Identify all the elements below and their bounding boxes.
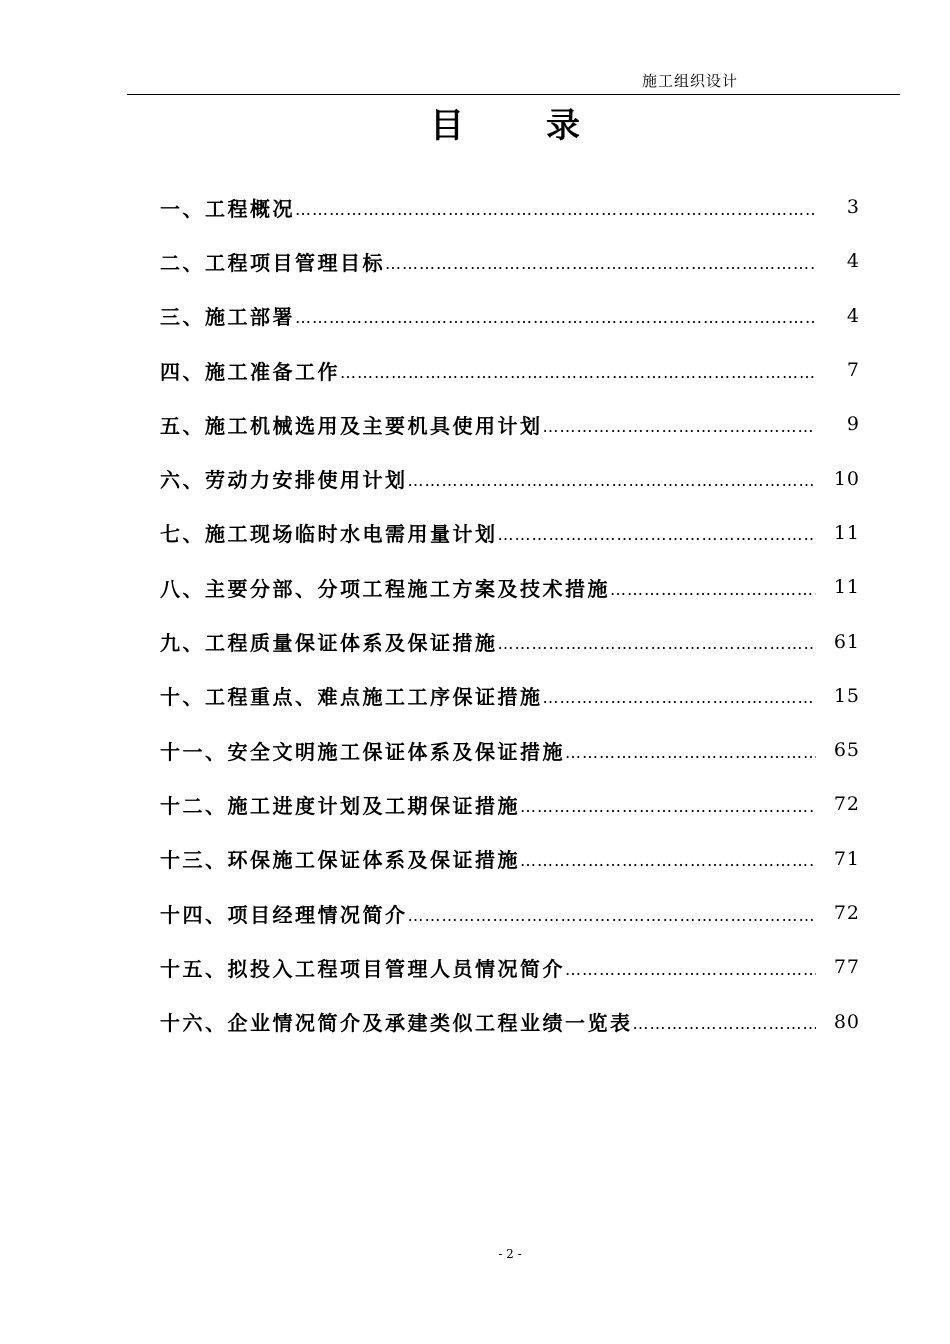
toc-entry-label: 二、工程项目管理目标 xyxy=(160,250,385,275)
toc-entry[interactable] xyxy=(160,994,860,1048)
toc-entry-page: 4 xyxy=(846,304,860,327)
toc-entry-page: 72 xyxy=(833,902,860,924)
toc-entry-label: 十、工程重点、难点施工工序保证措施 xyxy=(160,685,543,710)
toc-entry-page: 11 xyxy=(833,576,860,599)
toc-title-char-2: 录 xyxy=(546,106,580,146)
toc-leader-dots xyxy=(498,525,817,544)
toc-leader-dots xyxy=(295,200,816,219)
toc-entry-label: 十二、施工进度计划及工期保证措施 xyxy=(160,793,520,818)
toc-entry-label: 一、工程概况 xyxy=(160,196,295,221)
toc-leader-dots xyxy=(408,906,817,925)
toc-entry-page: 11 xyxy=(833,521,860,544)
toc-entry[interactable] xyxy=(160,777,860,831)
toc-entry[interactable] xyxy=(160,506,860,560)
toc-entry[interactable] xyxy=(160,397,860,451)
toc-entry[interactable] xyxy=(160,940,860,994)
toc-entry[interactable] xyxy=(160,343,860,397)
toc-entry-label: 十六、企业情况简介及承建类似工程业绩一览表 xyxy=(160,1011,633,1036)
toc-title-char-1: 目 xyxy=(430,106,464,146)
toc-leader-dots xyxy=(565,743,816,762)
toc-entry-label: 六、劳动力安排使用计划 xyxy=(160,468,408,493)
toc-leader-dots xyxy=(498,634,817,653)
toc-leader-dots xyxy=(385,254,816,273)
toc-leader-dots xyxy=(408,471,817,490)
toc-entry[interactable] xyxy=(160,832,860,886)
toc-leader-dots xyxy=(340,363,816,382)
toc-leader-dots xyxy=(295,308,816,327)
toc-entry-page: 71 xyxy=(833,847,860,870)
toc-leader-dots xyxy=(520,797,816,816)
toc-entry-label: 七、施工现场临时水电需用量计划 xyxy=(160,522,498,547)
toc-entry-label: 五、施工机械选用及主要机具使用计划 xyxy=(160,413,543,438)
toc-entry[interactable] xyxy=(160,289,860,343)
toc-entry[interactable] xyxy=(160,234,860,288)
toc-leader-dots xyxy=(633,1014,817,1033)
toc-leader-dots xyxy=(543,688,817,707)
toc-entry[interactable] xyxy=(160,669,860,723)
toc-entry-page: 77 xyxy=(833,956,860,979)
toc-entry-page: 80 xyxy=(833,1010,860,1033)
toc-entry-page: 65 xyxy=(833,739,860,762)
toc-entry-page: 15 xyxy=(833,684,860,707)
toc-entry-label: 八、主要分部、分项工程施工方案及技术措施 xyxy=(160,576,610,601)
toc-list xyxy=(160,180,860,1049)
toc-entry-page: 61 xyxy=(833,630,860,653)
toc-leader-dots xyxy=(520,851,816,870)
toc-entry-page: 4 xyxy=(846,250,860,273)
page-number: - 2 - xyxy=(498,1247,522,1261)
toc-entry-label: 九、工程质量保证体系及保证措施 xyxy=(160,631,498,656)
toc-leader-dots xyxy=(565,960,816,979)
toc-entry[interactable] xyxy=(160,180,860,234)
toc-entry-label: 四、施工准备工作 xyxy=(160,359,340,384)
toc-leader-dots xyxy=(543,417,817,436)
toc-entry-label: 三、施工部署 xyxy=(160,305,295,330)
toc-entry-label: 十三、环保施工保证体系及保证措施 xyxy=(160,848,520,873)
toc-entry-page: 10 xyxy=(833,467,860,490)
toc-entry[interactable] xyxy=(160,886,860,940)
running-header-title: 施工组织设计 xyxy=(641,72,738,90)
toc-entry-label: 十四、项目经理情况简介 xyxy=(160,902,408,927)
toc-entry-page: 7 xyxy=(846,359,860,382)
toc-leader-dots xyxy=(610,580,816,599)
toc-entry-page: 9 xyxy=(846,413,860,436)
toc-entry[interactable] xyxy=(160,451,860,505)
toc-title xyxy=(0,98,950,147)
toc-entry-page: 3 xyxy=(846,196,860,219)
toc-entry-label: 十一、安全文明施工保证体系及保证措施 xyxy=(160,739,565,764)
toc-entry-page: 72 xyxy=(833,793,860,816)
header-rule xyxy=(127,94,900,95)
toc-entry[interactable] xyxy=(160,560,860,614)
toc-entry[interactable] xyxy=(160,723,860,777)
toc-entry[interactable] xyxy=(160,614,860,668)
toc-entry-label: 十五、拟投入工程项目管理人员情况简介 xyxy=(160,956,565,981)
